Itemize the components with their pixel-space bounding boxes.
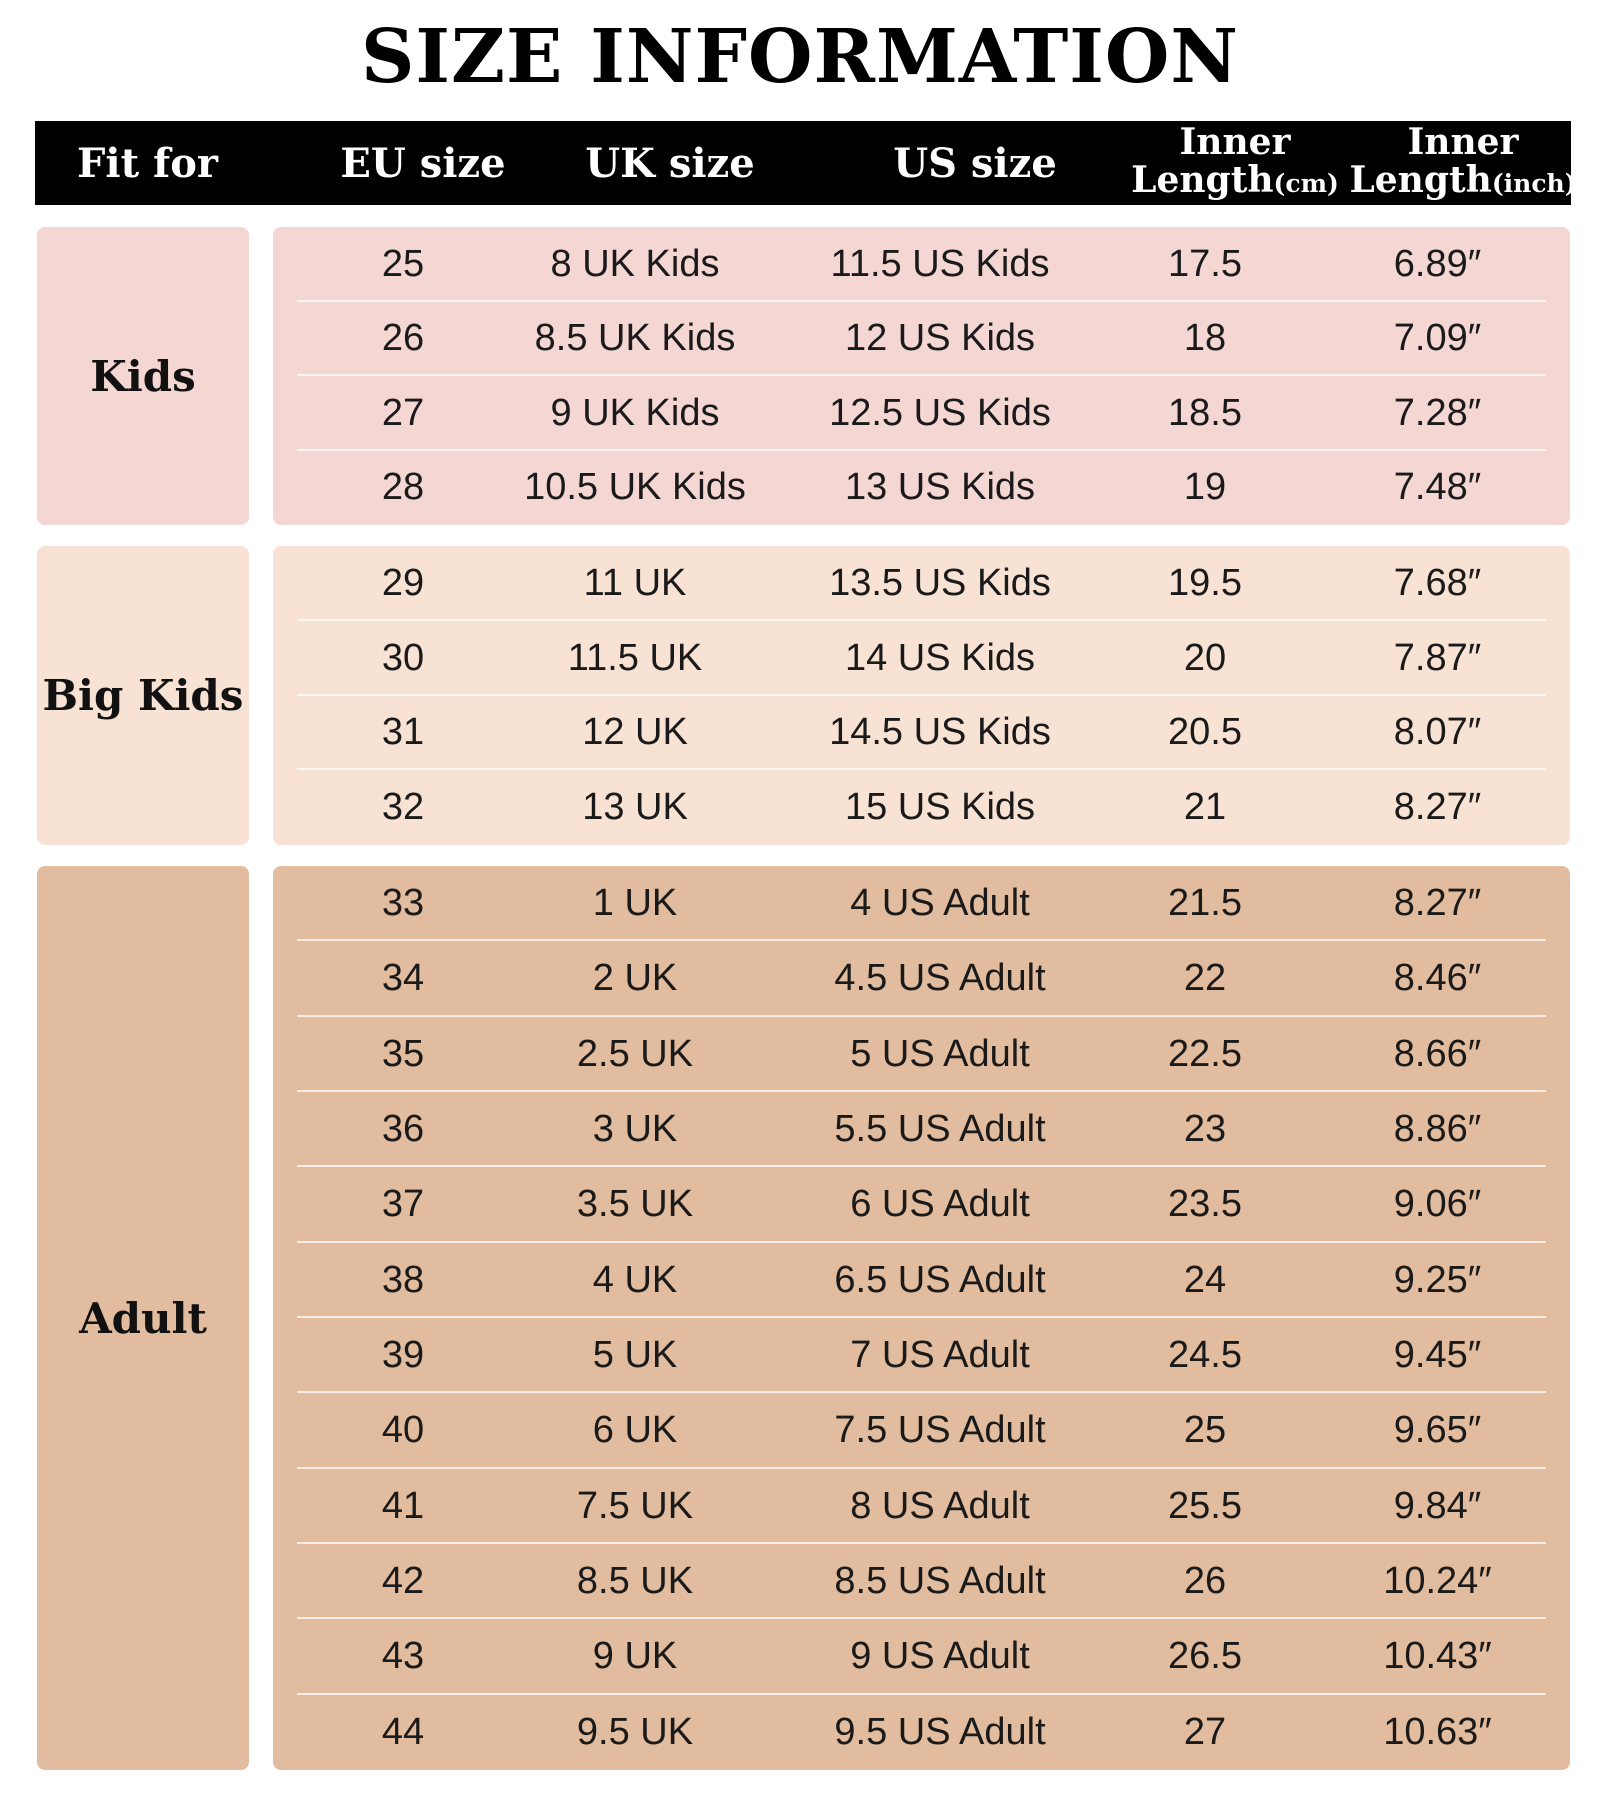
eu-size-cell: 43 xyxy=(381,1635,425,1678)
us-size-cell: 4.5 US Adult xyxy=(834,957,1046,1000)
inner-length-cm-cell: 20.5 xyxy=(1168,711,1242,754)
inner-length-cm-cell: 22.5 xyxy=(1168,1032,1242,1075)
inner-length-inch-cell: 7.28″ xyxy=(1393,391,1482,434)
inner-length-inch-cell: 9.65″ xyxy=(1393,1409,1482,1452)
inner-length-cm-cell: 21 xyxy=(1183,786,1227,829)
us-size-cell: 7.5 US Adult xyxy=(834,1409,1046,1452)
inner-length-inch-cell: 8.86″ xyxy=(1393,1108,1482,1151)
inner-length-cm-cell: 22 xyxy=(1183,957,1227,1000)
page-title: SIZE INFORMATION xyxy=(360,14,1240,100)
inner-length-cm-cell: 17.5 xyxy=(1168,242,1242,285)
table-row xyxy=(273,451,1570,526)
uk-size-cell: 8 UK Kids xyxy=(550,242,720,285)
us-size-cell: 4 US Adult xyxy=(850,882,1030,925)
header-in-line1: Inner xyxy=(1407,121,1519,163)
eu-size-cell: 34 xyxy=(381,957,425,1000)
inner-length-cm-cell: 19.5 xyxy=(1168,561,1242,604)
us-size-cell: 6.5 US Adult xyxy=(834,1258,1046,1301)
inner-length-cm-cell: 26 xyxy=(1183,1560,1227,1603)
uk-size-cell: 11 UK xyxy=(583,561,687,604)
inner-length-inch-cell: 8.27″ xyxy=(1393,882,1482,925)
table-row xyxy=(273,866,1570,941)
group-label-big-kids: Big Kids xyxy=(37,546,249,845)
header-cm-line2: Length xyxy=(1131,159,1274,201)
inner-length-cm-cell: 27 xyxy=(1183,1710,1227,1753)
us-size-cell: 9.5 US Adult xyxy=(834,1710,1046,1753)
inner-length-cm-cell: 24 xyxy=(1183,1258,1227,1301)
table-row xyxy=(273,227,1570,302)
header-in-unit: (inch) xyxy=(1491,169,1577,198)
inner-length-inch-cell: 7.87″ xyxy=(1393,636,1482,679)
inner-length-cm-cell: 19 xyxy=(1183,466,1227,509)
inner-length-inch-cell: 7.48″ xyxy=(1393,466,1482,509)
eu-size-cell: 32 xyxy=(381,786,425,829)
inner-length-cm-cell: 26.5 xyxy=(1168,1635,1242,1678)
table-row xyxy=(273,1393,1570,1468)
eu-size-cell: 40 xyxy=(381,1409,425,1452)
inner-length-inch-cell: 6.89″ xyxy=(1393,242,1482,285)
header-cm-line1: Inner xyxy=(1179,121,1291,163)
eu-size-cell: 33 xyxy=(381,882,425,925)
table-row xyxy=(273,1619,1570,1694)
table-row xyxy=(273,1544,1570,1619)
us-size-cell: 14 US Kids xyxy=(844,636,1036,679)
group-label-kids: Kids xyxy=(37,227,249,525)
inner-length-inch-cell: 8.66″ xyxy=(1393,1032,1482,1075)
table-header xyxy=(35,121,1577,205)
group-body-kids xyxy=(273,227,1570,525)
uk-size-cell: 3 UK xyxy=(592,1108,678,1151)
us-size-cell: 6 US Adult xyxy=(850,1183,1030,1226)
inner-length-inch-cell: 9.45″ xyxy=(1393,1334,1482,1377)
uk-size-cell: 6 UK xyxy=(592,1409,678,1452)
us-size-cell: 5.5 US Adult xyxy=(834,1108,1046,1151)
eu-size-cell: 30 xyxy=(381,636,425,679)
table-row xyxy=(273,1243,1570,1318)
table-row xyxy=(273,376,1570,451)
us-size-cell: 14.5 US Kids xyxy=(829,711,1051,754)
group-body-adult xyxy=(273,866,1570,1770)
us-size-cell: 7 US Adult xyxy=(850,1334,1030,1377)
uk-size-cell: 3.5 UK xyxy=(576,1183,694,1226)
uk-size-cell: 5 UK xyxy=(592,1334,678,1377)
eu-size-cell: 26 xyxy=(381,317,425,360)
eu-size-cell: 38 xyxy=(381,1258,425,1301)
group-body-big-kids xyxy=(273,546,1570,845)
table-row xyxy=(273,770,1570,845)
uk-size-cell: 4 UK xyxy=(592,1258,678,1301)
us-size-cell: 8 US Adult xyxy=(850,1484,1030,1527)
inner-length-inch-cell: 8.46″ xyxy=(1393,957,1482,1000)
inner-length-inch-cell: 10.24″ xyxy=(1383,1560,1492,1603)
eu-size-cell: 42 xyxy=(381,1560,425,1603)
eu-size-cell: 28 xyxy=(381,466,425,509)
inner-length-cm-cell: 18 xyxy=(1183,317,1227,360)
table-row xyxy=(273,1318,1570,1393)
table-row xyxy=(273,546,1570,621)
header-eu-size: EU size xyxy=(340,139,506,187)
uk-size-cell: 9 UK Kids xyxy=(550,391,720,434)
eu-size-cell: 41 xyxy=(381,1484,425,1527)
header-uk-size: UK size xyxy=(585,139,755,187)
inner-length-inch-cell: 9.84″ xyxy=(1393,1484,1482,1527)
us-size-cell: 12.5 US Kids xyxy=(829,391,1051,434)
eu-size-cell: 29 xyxy=(381,561,425,604)
inner-length-cm-cell: 20 xyxy=(1183,636,1227,679)
header-us-size: US size xyxy=(893,139,1057,187)
eu-size-cell: 37 xyxy=(381,1183,425,1226)
uk-size-cell: 12 UK xyxy=(582,711,688,754)
table-row xyxy=(273,1092,1570,1167)
inner-length-cm-cell: 25.5 xyxy=(1168,1484,1242,1527)
table-row xyxy=(273,1017,1570,1092)
table-row xyxy=(273,1469,1570,1544)
table-row xyxy=(273,621,1570,696)
us-size-cell: 11.5 US Kids xyxy=(830,242,1050,285)
inner-length-cm-cell: 25 xyxy=(1183,1409,1227,1452)
us-size-cell: 12 US Kids xyxy=(844,317,1036,360)
uk-size-cell: 8.5 UK Kids xyxy=(534,317,736,360)
us-size-cell: 8.5 US Adult xyxy=(834,1560,1046,1603)
inner-length-cm-cell: 23.5 xyxy=(1168,1183,1242,1226)
eu-size-cell: 36 xyxy=(381,1108,425,1151)
us-size-cell: 13.5 US Kids xyxy=(829,561,1051,604)
table-row xyxy=(273,941,1570,1016)
header-cm-unit: (cm) xyxy=(1273,169,1339,198)
table-row xyxy=(273,696,1570,771)
table-row xyxy=(273,1695,1570,1770)
uk-size-cell: 2 UK xyxy=(592,957,678,1000)
inner-length-cm-cell: 21.5 xyxy=(1168,882,1242,925)
header-inner-length-inch xyxy=(1349,121,1577,205)
uk-size-cell: 13 UK xyxy=(582,786,688,829)
uk-size-cell: 1 UK xyxy=(592,882,678,925)
uk-size-cell: 8.5 UK xyxy=(576,1560,694,1603)
uk-size-cell: 10.5 UK Kids xyxy=(524,466,746,509)
eu-size-cell: 35 xyxy=(381,1032,425,1075)
eu-size-cell: 39 xyxy=(381,1334,425,1377)
us-size-cell: 15 US Kids xyxy=(844,786,1036,829)
inner-length-inch-cell: 7.68″ xyxy=(1393,561,1482,604)
us-size-cell: 13 US Kids xyxy=(844,466,1036,509)
eu-size-cell: 31 xyxy=(381,711,425,754)
us-size-cell: 5 US Adult xyxy=(850,1032,1030,1075)
uk-size-cell: 7.5 UK xyxy=(576,1484,694,1527)
uk-size-cell: 9 UK xyxy=(592,1635,678,1678)
table-row xyxy=(273,302,1570,377)
inner-length-inch-cell: 10.43″ xyxy=(1383,1635,1492,1678)
table-row xyxy=(273,1167,1570,1242)
inner-length-inch-cell: 9.06″ xyxy=(1393,1183,1482,1226)
inner-length-cm-cell: 24.5 xyxy=(1168,1334,1242,1377)
inner-length-cm-cell: 18.5 xyxy=(1168,391,1242,434)
us-size-cell: 9 US Adult xyxy=(850,1635,1030,1678)
inner-length-inch-cell: 7.09″ xyxy=(1393,317,1482,360)
eu-size-cell: 44 xyxy=(381,1710,425,1753)
uk-size-cell: 11.5 UK xyxy=(567,636,703,679)
eu-size-cell: 25 xyxy=(381,242,425,285)
header-inner-length-cm xyxy=(1105,121,1365,205)
inner-length-inch-cell: 8.27″ xyxy=(1393,786,1482,829)
header-in-line2: Length xyxy=(1349,159,1492,201)
inner-length-inch-cell: 10.63″ xyxy=(1383,1710,1492,1753)
uk-size-cell: 2.5 UK xyxy=(576,1032,694,1075)
group-label-adult: Adult xyxy=(37,866,249,1770)
header-fit-for: Fit for xyxy=(77,139,218,187)
uk-size-cell: 9.5 UK xyxy=(576,1710,694,1753)
inner-length-inch-cell: 8.07″ xyxy=(1393,711,1482,754)
inner-length-cm-cell: 23 xyxy=(1183,1108,1227,1151)
eu-size-cell: 27 xyxy=(381,391,425,434)
inner-length-inch-cell: 9.25″ xyxy=(1393,1258,1482,1301)
